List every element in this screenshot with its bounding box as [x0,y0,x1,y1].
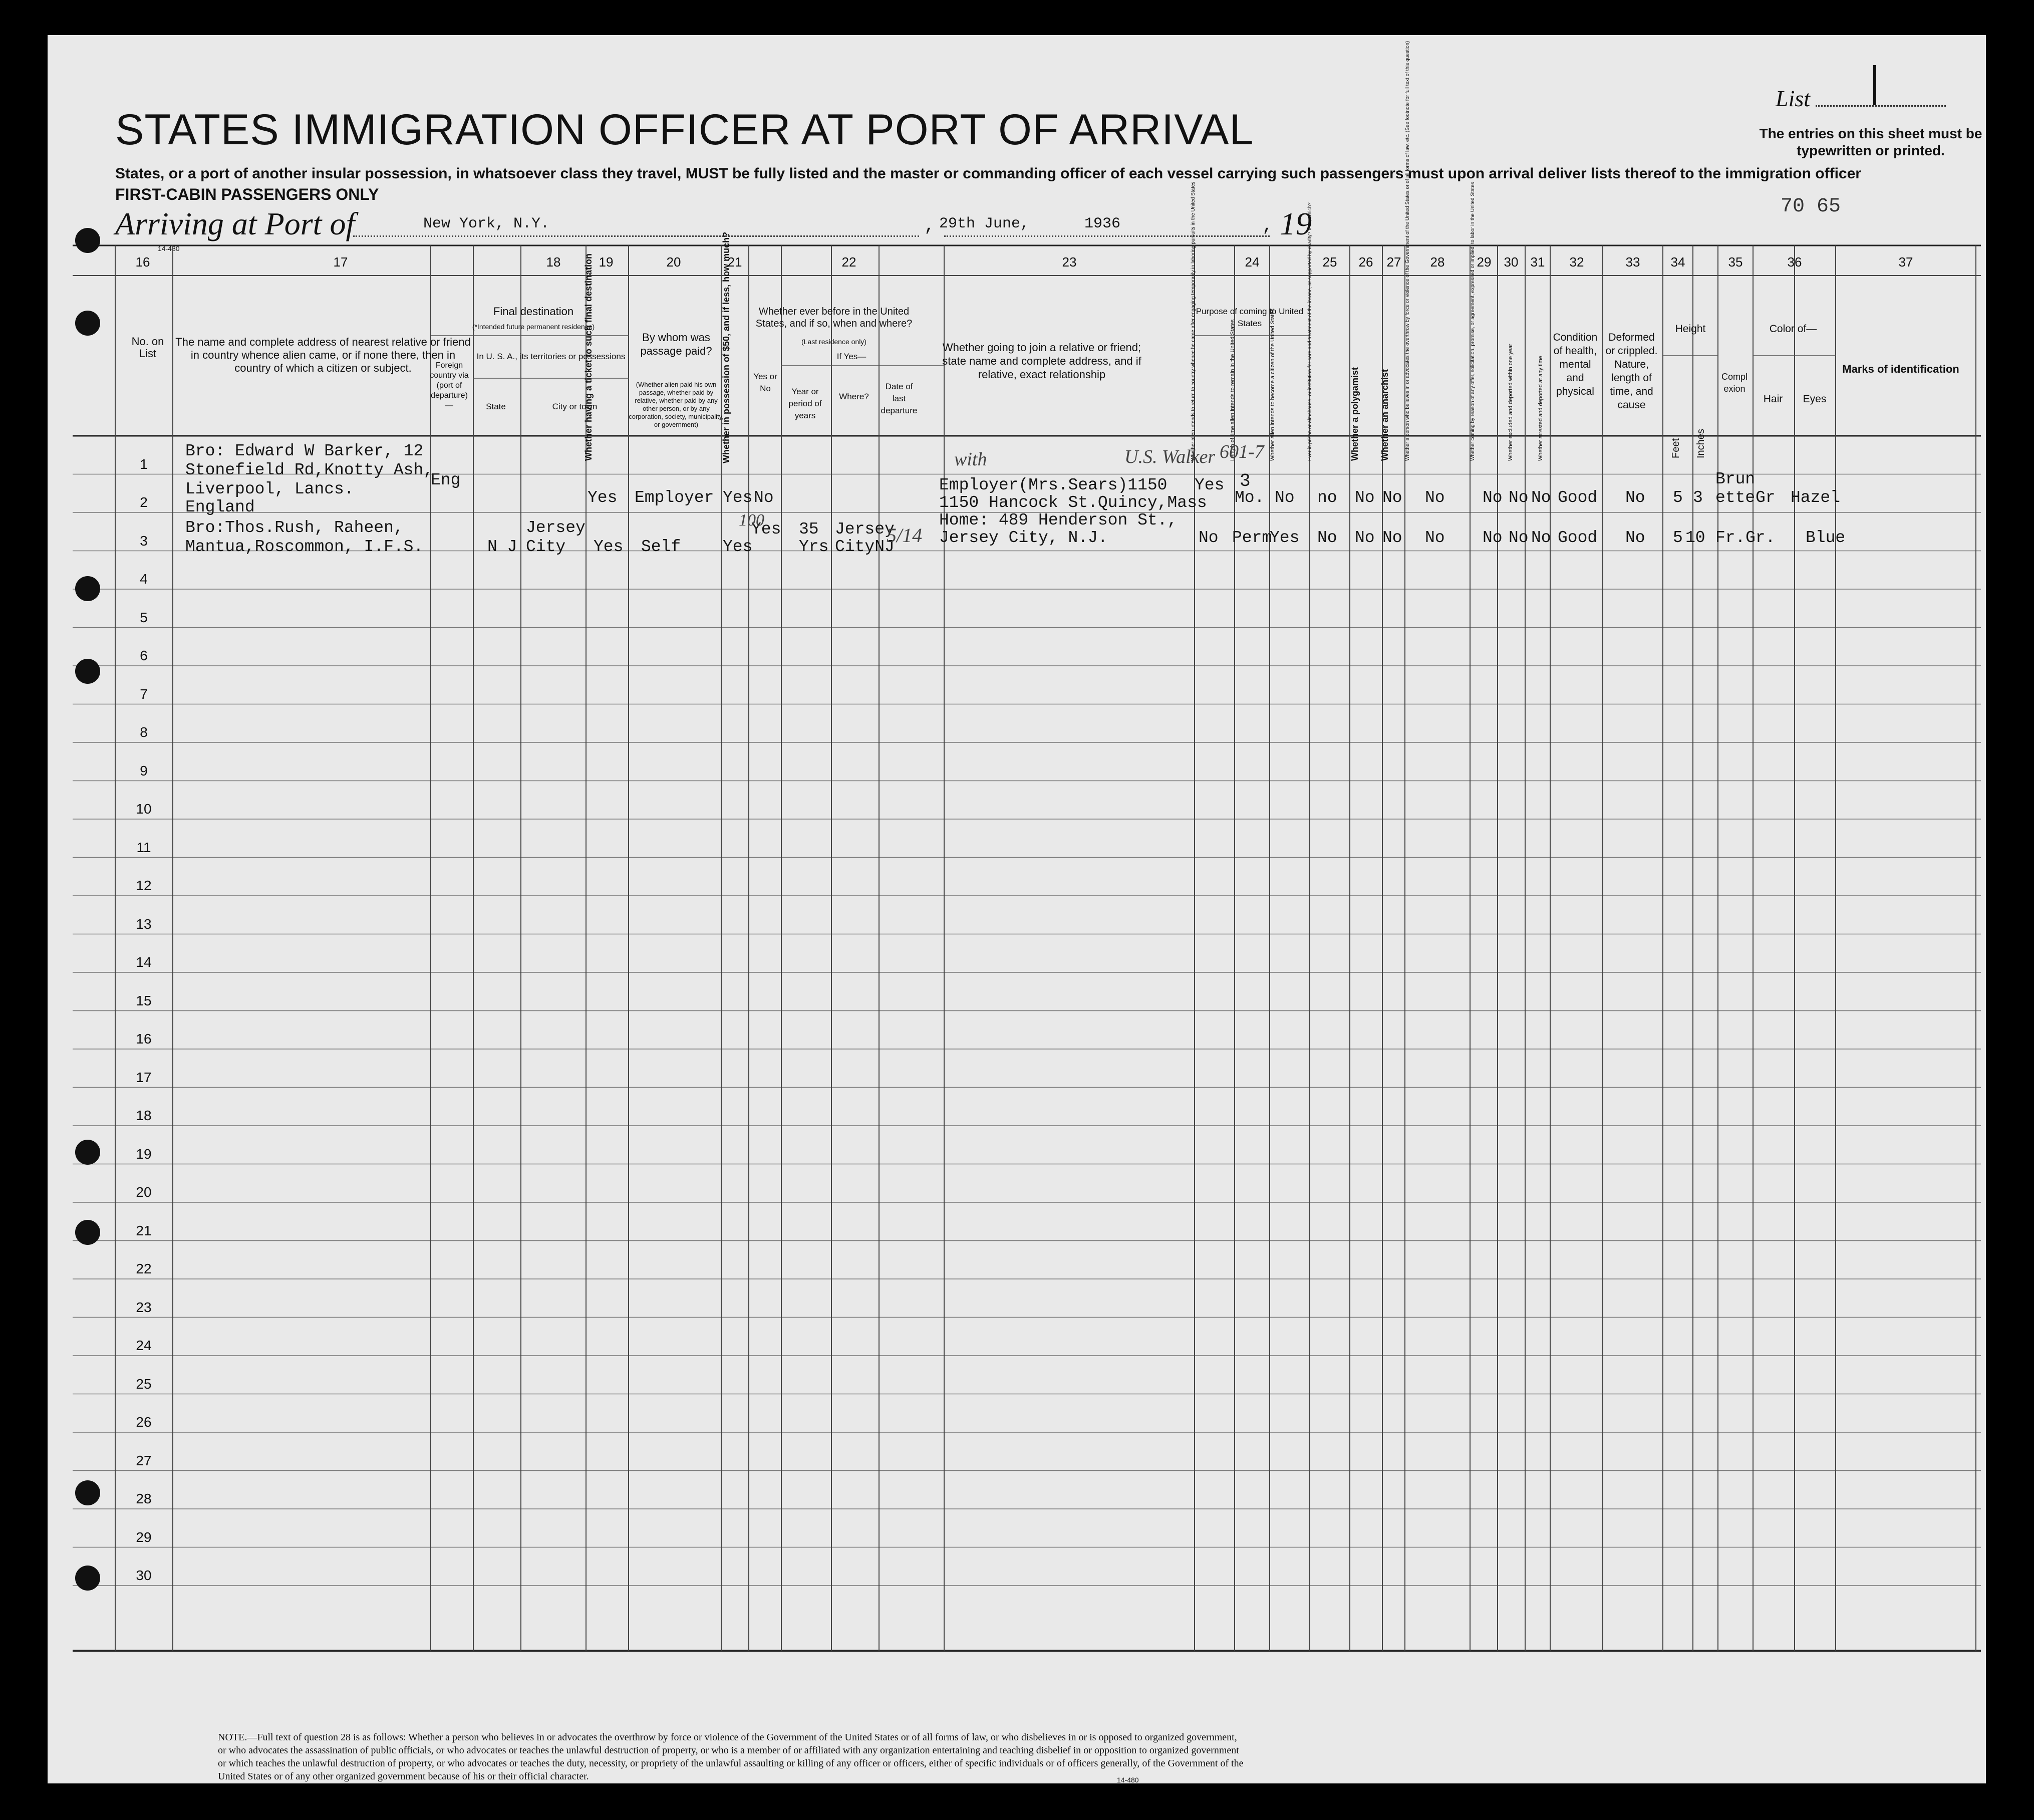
row2-years-line2: Yrs [799,538,829,556]
row1-deformed: No [1625,488,1645,507]
row-number: 13 [136,916,152,932]
column-number: 28 [1430,254,1445,270]
column-number: 21 [727,254,742,270]
row2-join-line2: Home: 489 Henderson St., [939,511,1178,530]
row-number: 3 [140,533,148,549]
punch-hole [75,659,100,684]
header-marks: Marks of identification [1842,363,1959,375]
entries-note: The entries on this sheet must be typewritten or printed. [1759,126,1982,158]
column-number: 23 [1062,254,1077,270]
form-number: 14-480 [158,244,180,252]
row2-where-line1: Jersey [835,520,895,539]
header-in-usa: In U. S. A., its territories or possessions [476,352,626,361]
header-purpose-citizen: Whether alien intends to become a citizen of the United States [1270,309,1276,461]
row1-purpose-length: 3 [1240,471,1251,491]
row2-complexion: Fr. [1715,529,1746,547]
handwritten-paid-mark: 100 [739,511,764,530]
header-passage-paid: By whom was passage paid? [640,331,712,357]
header-no-on-list: No. on List [131,335,164,360]
row-number: 18 [136,1108,152,1123]
page-title: STATES IMMIGRATION OFFICER AT PORT OF ARRIVAL [115,106,1254,154]
row1-relative-line1: Bro: Edward W Barker, 12 [185,442,424,460]
row2-health: Good [1558,529,1598,547]
header-purpose-length: Length of time alien intends to remain in the United States [1230,319,1236,461]
header-relative: The name and complete address of nearest relative or friend in country whence alien came, or if none there, then in country of which a citizen or subject. [175,336,471,374]
row2-polygamist: No [1355,529,1375,547]
row-number: 10 [136,801,152,817]
column-number: 24 [1245,254,1260,270]
header-ticket: Whether having a ticket to such final destination [584,253,594,461]
row1-inches: 3 [1693,488,1703,507]
header-years: Year or period of years [788,387,822,420]
header-anarchist: Whether an anarchist [1380,369,1390,461]
manifest-sheet: STATES IMMIGRATION OFFICER AT PORT OF ARRIVAL States, or a port of another insular possession, in whatsoever class they travel, MUST be fully listed and the master or commanding officer of each vessel carrying such passengers must upon arrival deliver lists thereof to the immigration officer FIRST-CABIN PASSENGERS ONLY List The entries on this sheet must be typewritten or printed. Arriving at Port of New York, N.Y. , 29th June, 1936 , 19 70 65 14-480 16 17 18 19 20 21 22 23 24 25 26 27 28 29 30 31 32 33 34 35 36 37 No. on List The name and complete address of nearest relative or friend in country whence alien came, or if none there, then in country of which a citizen or subject. Final destination (*Intended future permanent residence) Foreign country via (port of departure)— In U. S. A., its territories or possessions State City or town Whether having a ticket to such final destination By whom was passage paid? (Whether alien paid his own passage, whether paid by relative, whether paid by any other person, or by any corporation, society, municipality, or government) Whether in possession of $50, and if less, how much? Whether ever before in the United States, and if so, when and where? (Last residence only) Yes or No If Yes— Year or period of years Where? Date of last departure Whether going to join a relative or friend; state name and complete address, and if relative, exact relationship Purpose of coming to United States Whether alien intends to return to country whence he came after engaging temporarily in laboring pursuits in the United States Length of time alien intends to remain in the United States Whether alien intends to become a citizen of the United States Ever in prison or almshouse, or institution for care and treatment of the insane, or supported by charity? If so, which? Whether a polygamist Whether an anarchist Whether a person who believes in or advocates the overthrow by force or violence of the Government of the United States or of all forms of law, etc. (See footnote for full text of this question) Whether coming by reason of any offer, solicitation, promise, or agreement, expressed or implied, to labor in the United States Whether excluded and deported within one year Whether arrested and deported at any time Condition of health, mental and physical Deformed or crippled. Nature, length of time, and cause Height Feet Inches Complexion Color of— Hair Eyes Marks of identification 1 2 3 4 5 6 7 8 9 10 11 12 13 14 15 16 17 18 19 20 21 22 23 24 25 26 27 28 29 30 Bro: Edward W Barker, 12 Stonefield Rd,Knotty Ash, Liverpool, Lancs. England Eng Yes Employer Yes No Employer(Mrs.Sears)1150 Yes 3 Mo. No no No No No No No No Good No 5 3 Brun ette Gr Hazel Bro:Thos.Rush, Raheen, Mantua,Roscommon, I.F.S. N J Jersey City Yes Self Yes Yes 35 Yrs Jersey CityNJ 1150 Hancock St.Quincy,Mass Home: 489 Henderson St., Jersey City, N.J. No Perm Yes No No No No No No No Good No 5 10 Fr. Gr. Blue 100 5/14 with U.S. Walker 601-7 NOTE.—Full text of question 28 is as follows: Whether a person who believes in or advocates the overthrow by force or violence of the Government of the United States or of all forms of law, or who disbelieves in or is opposed to organized government, or who advocates the assassination of public officials, or who advocates or teaches the unlawful destruction of property, or who is a member of or affiliated with any organization entertaining and teaching disbelief in or opposition to organized government or which teaches the unlawful destruction of property, or who advocates or teaches the duty, necessity, or propriety of the unlawful assaulting or killing of any officer or officers, either of specific individuals or of officers generally, of the Government of the United States or of any other organized government because of his or their official character. 14-480 [48,35,1986,1783]
row-number: 2 [140,494,148,510]
header-city: City or town [552,402,598,411]
row1-feet: 5 [1673,488,1683,507]
column-number: 29 [1477,254,1492,270]
row2-inches: 10 [1685,529,1705,547]
column-number: 16 [135,254,150,270]
column-number: 36 [1787,254,1802,270]
header-complexion: Complexion [1721,372,1748,394]
passenger-class: FIRST-CABIN PASSENGERS ONLY [115,185,379,203]
row2-prison: No [1317,529,1337,547]
row2-before: Yes [751,520,781,539]
punch-hole [75,1140,100,1165]
year-typed: 1936 [1084,215,1121,232]
row1-purpose-return: Yes [1195,476,1225,494]
row-number: 11 [136,839,151,855]
instructions: States, or a port of another insular possession, in whatsoever class they travel, MUST be fully listed and the master or commanding officer of each vessel carrying such passengers must upon arrival deliver lists thereof to the immigration officer [115,165,1861,182]
punch-hole [75,1480,100,1505]
row-number: 8 [140,724,148,740]
header-if-yes: If Yes— [836,352,866,361]
column-number: 17 [333,254,348,270]
footnote: NOTE.—Full text of question 28 is as follows: Whether a person who believes in or advocates the overthrow by force or violence of the Government of the United States or of all forms of law, or who disbelieves in or is opposed to organized government, or who advocates the assassination of public officials, or who advocates or teaches the unlawful destruction of property, or who is a member of or affiliated with any organization entertaining and teaching disbelief in or opposition to organized government or which teaches the unlawful destruction of property, or who advocates or teaches the duty, necessity, or propriety of the unlawful assaulting or killing of any officer or officers, either of specific individuals or of officers generally, of the Government of the United States or of any other organized government because of his or their official character. [218,1732,1244,1782]
header-inches: Inches [1695,429,1706,458]
row-number: 25 [136,1376,152,1392]
footnote-form-number: 14-480 [1117,1776,1139,1783]
row1-complexion-line2: ette [1715,488,1756,507]
row2-citizen: Yes [1270,529,1300,547]
table-grid [48,35,1986,1783]
row2-feet: 5 [1673,529,1683,547]
row1-hair: Gr [1756,488,1776,507]
punch-hole [75,228,100,253]
row2-excluded: No [1509,529,1529,547]
row2-eyes: Blue [1806,529,1846,547]
row2-state: N J [487,538,517,556]
column-number: 27 [1386,254,1401,270]
row-number: 29 [136,1529,152,1545]
row-number: 7 [140,686,148,702]
row1-citizen: No [1275,488,1295,507]
row2-city-line2: City [526,538,566,556]
header-height: Height [1675,323,1706,335]
row1-anarchist: No [1382,488,1402,507]
row2-purpose-return: No [1199,529,1219,547]
handwritten-departure-date: 5/14 [887,524,923,547]
header-deformed: Deformed or crippled. Nature, length of time, and cause [1605,332,1658,411]
row1-question-28: No [1425,488,1445,507]
row-number: 21 [136,1222,152,1238]
row1-eyes: Hazel [1791,488,1841,507]
header-excluded: Whether excluded and deported within one year [1508,344,1514,461]
handwritten-annotation-c: 601-7 [1220,441,1264,462]
handwritten-annotation-b: U.S. Walker [1124,446,1216,467]
arriving-label: Arriving at Port of [115,206,355,241]
punch-hole [75,576,100,601]
header-final-destination: Final destination [493,305,574,318]
header-color: Color of— [1769,323,1817,335]
header-fifty-dollars: Whether in possession of $50, and if less, how much? [721,231,731,463]
list-label: List [1776,86,1811,111]
row2-anarchist: No [1382,529,1402,547]
row-number: 17 [136,1069,152,1085]
row-number: 16 [136,1031,152,1047]
column-number: 31 [1530,254,1545,270]
row1-paid-by: Employer [635,488,714,507]
header-join-relative: Whether going to join a relative or friend; state name and complete address, and if relative, exact relationship [942,341,1141,381]
row2-relative-line1: Bro:Thos.Rush, Raheen, [185,518,404,537]
header-ever-before: Whether ever before in the United States, and if so, when and where? [755,306,913,329]
header-purpose: Purpose of coming to United States [1196,307,1304,328]
row2-years-line1: 35 [799,520,819,539]
row2-join-line1: 1150 Hancock St.Quincy,Mass [939,493,1207,512]
header-state: State [486,402,506,411]
header-eyes: Eyes [1803,393,1827,405]
header-yes-no: Yes or No [753,372,777,393]
column-number: 25 [1322,254,1337,270]
header-ever-before-sub: (Last residence only) [801,338,866,346]
column-number: 20 [666,254,681,270]
row2-where-line2: CityNJ [835,538,895,556]
column-number: 18 [546,254,561,270]
row-number: 20 [136,1184,152,1200]
header-final-destination-sub: (*Intended future permanent residence) [472,323,595,331]
header-last-departure: Date of last departure [881,382,918,415]
row-number: 30 [136,1568,152,1583]
row1-health: Good [1558,488,1598,507]
row2-hair: Gr. [1746,529,1776,547]
row1-relative-line2: Stonefield Rd,Knotty Ash, [185,461,434,479]
header-where: Where? [839,392,869,401]
column-number: 32 [1569,254,1584,270]
row1-complexion-line1: Brun [1715,470,1756,488]
row1-foreign-country: Eng [431,471,461,489]
header-question-28: Whether a person who believes in or advocates the overthrow by force or violence of the Government of the United States or of all forms of law, etc. (See footnote for full text of this question) [1405,41,1410,461]
row-number: 22 [136,1261,152,1276]
row2-purpose-length: Perm [1232,529,1272,547]
header-polygamist: Whether a polygamist [1350,367,1360,461]
row2-city-line1: Jersey [526,518,586,537]
column-number: 34 [1670,254,1685,270]
row1-fifty: Yes [723,488,753,507]
row-number: 19 [136,1146,152,1162]
column-number: 30 [1504,254,1519,270]
port-value: New York, N.Y. [423,215,550,232]
row1-arrested: No [1531,488,1551,507]
punch-hole [75,1220,100,1245]
row2-ticket: Yes [594,538,624,556]
row2-arrested: No [1531,529,1551,547]
row-number: 24 [136,1338,152,1353]
header-foreign-country: Foreign country via (port of departure)— [430,361,469,410]
header-prison: Ever in prison or almshouse, or institution for care and treatment of the insane, or supported by charity? If so, which? [1307,202,1313,461]
row-number: 4 [140,571,148,587]
date-value: 29th June, [939,215,1030,232]
row2-deformed: No [1625,529,1645,547]
row-number: 9 [140,762,148,778]
row-number: 14 [136,954,152,970]
row1-polygamist: No [1355,488,1375,507]
punch-hole [75,311,100,336]
header-passage-paid-sub: (Whether alien paid his own passage, whether paid by relative, whether paid by any other person, or by any corporation, society, municipality, or government) [629,381,724,428]
row-number: 26 [136,1414,152,1430]
row2-fifty: Yes [723,538,753,556]
row-number: 1 [140,456,148,472]
row1-purpose-length-unit: Mo. [1235,488,1265,507]
row1-before: No [754,488,774,507]
header-arrested: Whether arrested and deported at any time [1538,356,1544,461]
row-number: 23 [136,1299,152,1315]
stamp: 70 65 [1781,195,1841,218]
row1-join: Employer(Mrs.Sears)1150 [939,476,1168,494]
year-prefix: 19 [1280,206,1312,241]
row-number: 27 [136,1452,152,1468]
row1-relative-line4: England [185,498,255,516]
handwritten-annotation-a: with [954,449,987,470]
row2-relative-line2: Mantua,Roscommon, I.F.S. [185,538,424,556]
row-number: 12 [136,878,152,893]
row1-relative-line3: Liverpool, Lancs. [185,480,354,498]
column-number: 19 [599,254,614,270]
row1-excluded: No [1509,488,1529,507]
header-question-29: Whether coming by reason of any offer, solicitation, promise, or agreement, expressed or implied, to labor in the United States [1470,182,1476,461]
row-number: 28 [136,1491,152,1506]
row1-prison: no [1317,488,1337,507]
row-number: 6 [140,648,148,663]
row2-question-28: No [1425,529,1445,547]
row2-question-29: No [1483,529,1503,547]
column-number: 37 [1898,254,1913,270]
header-purpose-return: Whether alien intends to return to country whence he came after engaging temporarily in laboring pursuits in the United States [1191,181,1196,461]
row2-join-line3: Jersey City, N.J. [939,529,1108,547]
row-number: 15 [136,992,152,1008]
column-number: 26 [1358,254,1373,270]
header-hair: Hair [1763,393,1783,405]
header-health: Condition of health, mental and physical [1553,332,1598,397]
header-feet: Feet [1670,438,1681,458]
row-number: 5 [140,609,148,625]
column-number: 33 [1625,254,1640,270]
row1-question-29: No [1483,488,1503,507]
punch-hole [75,1566,100,1591]
row1-ticket: Yes [588,488,618,507]
column-number: 35 [1728,254,1743,270]
row2-paid-by: Self [641,538,681,556]
column-number: 22 [841,254,856,270]
